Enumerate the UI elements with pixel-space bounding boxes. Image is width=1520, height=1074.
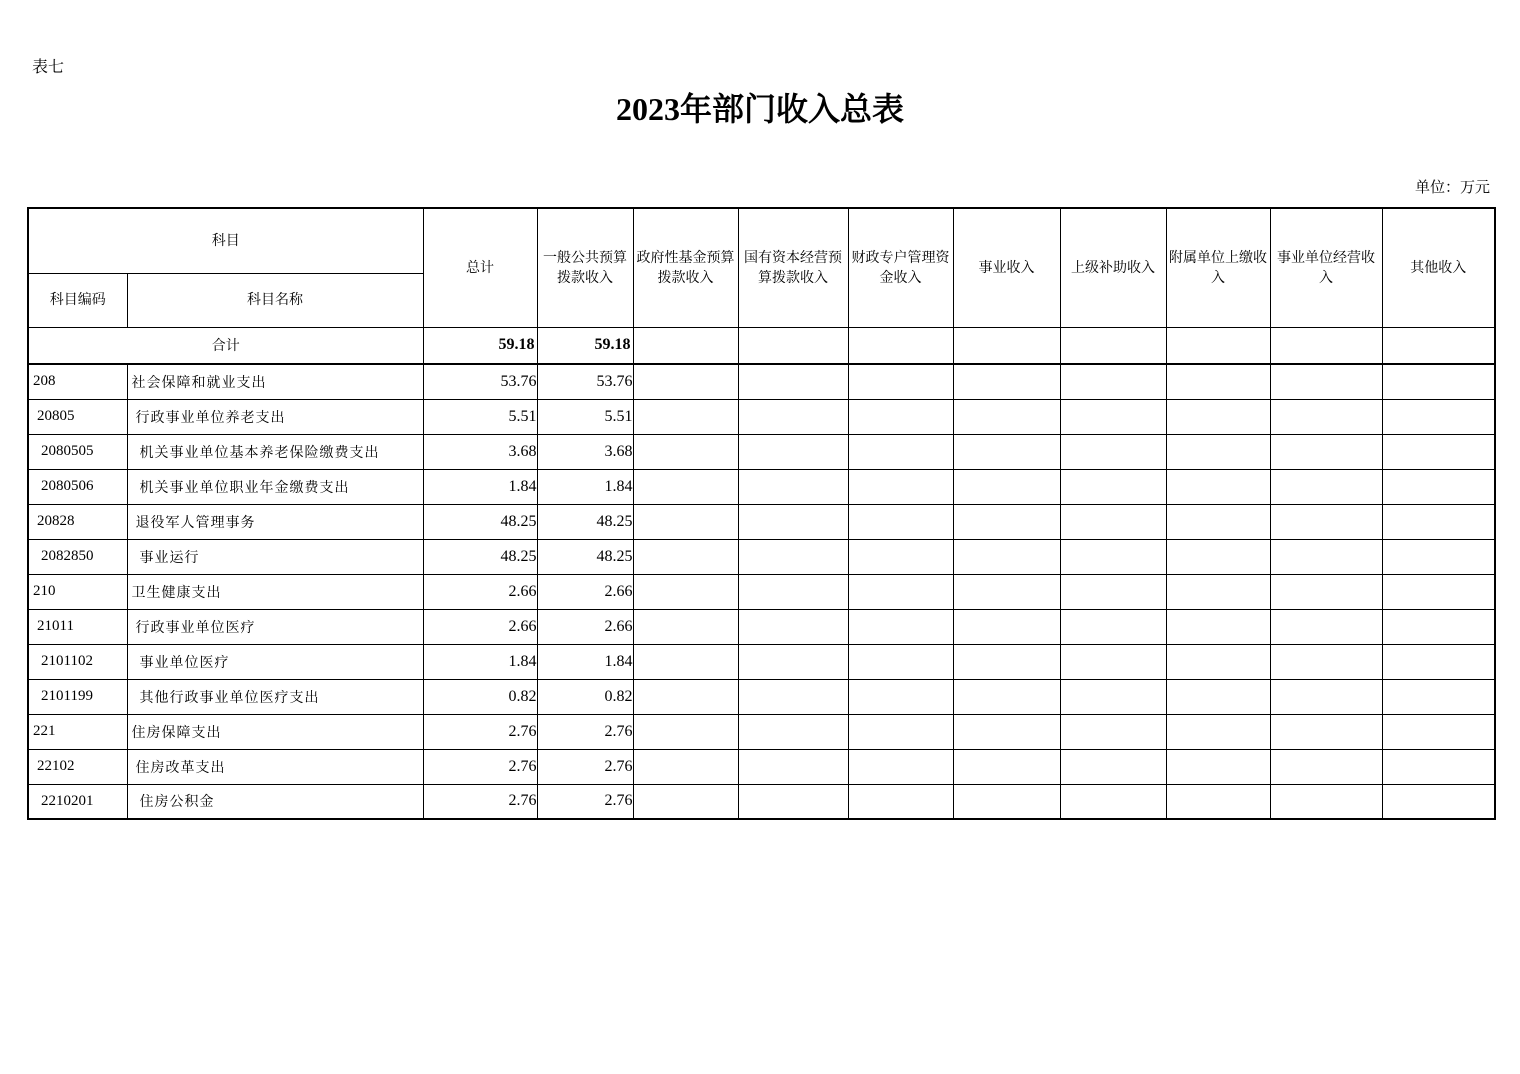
amount-cell: 2.76 [537,749,633,784]
table-row [28,539,1495,574]
amount-cell [738,364,848,399]
amount-cell: 2.76 [423,749,537,784]
amount-cell [953,399,1060,434]
amount-cell: 2.66 [537,609,633,644]
amount-cell [738,539,848,574]
amount-cell [1382,574,1495,609]
amount-cell [953,574,1060,609]
amount-cell [1270,679,1382,714]
amount-cell [633,539,738,574]
amount-cell [738,749,848,784]
total-cell [1060,327,1166,364]
subject-code-cell: 2080506 [28,469,127,504]
subject-code-cell: 20828 [28,504,127,539]
amount-cell [1166,644,1270,679]
amount-cell [633,714,738,749]
amount-cell [1382,609,1495,644]
amount-cell [1166,784,1270,819]
amount-cell [1270,364,1382,399]
amount-cell [633,434,738,469]
amount-cell [1060,784,1166,819]
amount-cell [848,644,953,679]
subject-group-header: 科目 [28,208,423,273]
amount-cell [1270,434,1382,469]
amount-cell [1060,504,1166,539]
amount-cell [1270,504,1382,539]
amount-cell [1060,609,1166,644]
amount-cell [953,749,1060,784]
subject-code-cell: 2101102 [28,644,127,679]
amount-cell [1166,399,1270,434]
amount-cell [1382,364,1495,399]
amount-cell [1382,679,1495,714]
subject-name-cell: 退役军人管理事务 [127,504,423,539]
amount-cell [848,574,953,609]
subject-name-cell: 住房保障支出 [127,714,423,749]
column-header: 财政专户管理资金收入 [848,208,953,327]
amount-cell [1166,504,1270,539]
subject-code-cell: 2080505 [28,434,127,469]
amount-cell [1382,714,1495,749]
amount-cell [1382,784,1495,819]
column-header: 国有资本经营预算拨款收入 [738,208,848,327]
amount-cell [848,749,953,784]
amount-cell: 53.76 [537,364,633,399]
column-header: 一般公共预算拨款收入 [537,208,633,327]
amount-cell [1270,469,1382,504]
table-row [28,434,1495,469]
column-header: 总计 [423,208,537,327]
subject-code-cell: 2082850 [28,539,127,574]
amount-cell [1060,399,1166,434]
amount-cell: 0.82 [423,679,537,714]
amount-cell [1166,574,1270,609]
subject-name-cell: 事业单位医疗 [127,644,423,679]
amount-cell [953,644,1060,679]
subject-name-cell: 机关事业单位基本养老保险缴费支出 [127,434,423,469]
amount-cell [1382,504,1495,539]
amount-cell: 1.84 [537,644,633,679]
subject-name-cell: 其他行政事业单位医疗支出 [127,679,423,714]
amount-cell: 3.68 [537,434,633,469]
table-row [28,364,1495,399]
amount-cell [1166,539,1270,574]
amount-cell [848,679,953,714]
amount-cell [953,434,1060,469]
amount-cell [738,434,848,469]
amount-cell: 2.66 [423,574,537,609]
table-row [28,574,1495,609]
amount-cell [1060,679,1166,714]
subject-code-cell: 208 [28,364,127,399]
amount-cell [1166,434,1270,469]
amount-cell [848,469,953,504]
total-cell [1270,327,1382,364]
subject-name-cell: 事业运行 [127,539,423,574]
amount-cell: 1.84 [537,469,633,504]
amount-cell [848,784,953,819]
table-row [28,784,1495,819]
amount-cell [1382,399,1495,434]
unit-label: 单位：万元 [1414,178,1490,196]
amount-cell: 2.76 [537,784,633,819]
subject-name-cell: 住房改革支出 [127,749,423,784]
amount-cell [953,469,1060,504]
column-header: 附属单位上缴收入 [1166,208,1270,327]
table-row [28,469,1495,504]
amount-cell [1382,469,1495,504]
total-row [28,327,1495,364]
amount-cell [1166,749,1270,784]
table-number-label: 表七 [32,57,65,76]
amount-cell [1060,714,1166,749]
amount-cell: 3.68 [423,434,537,469]
amount-cell: 2.76 [423,784,537,819]
amount-cell [1270,609,1382,644]
amount-cell: 1.84 [423,469,537,504]
subject-code-cell: 210 [28,574,127,609]
amount-cell [1270,644,1382,679]
amount-cell: 5.51 [537,399,633,434]
table-row [28,749,1495,784]
amount-cell [1060,469,1166,504]
amount-cell [1166,714,1270,749]
amount-cell [848,539,953,574]
amount-cell: 48.25 [537,539,633,574]
amount-cell [738,714,848,749]
table-row [28,644,1495,679]
amount-cell [848,364,953,399]
total-label: 合计 [28,327,423,364]
subject-name-cell: 行政事业单位医疗 [127,609,423,644]
subject-name-cell: 机关事业单位职业年金缴费支出 [127,469,423,504]
amount-cell [1166,609,1270,644]
amount-cell [633,784,738,819]
column-header: 事业单位经营收入 [1270,208,1382,327]
table-row [28,609,1495,644]
amount-cell [1060,364,1166,399]
amount-cell [953,714,1060,749]
amount-cell [1166,679,1270,714]
column-header: 事业收入 [953,208,1060,327]
amount-cell [953,504,1060,539]
amount-cell [1060,539,1166,574]
total-cell: 59.18 [537,327,633,364]
amount-cell [1382,539,1495,574]
total-cell [848,327,953,364]
subject-name-cell: 行政事业单位养老支出 [127,399,423,434]
subject-code-cell: 21011 [28,609,127,644]
amount-cell [633,364,738,399]
amount-cell: 2.66 [423,609,537,644]
column-header: 上级补助收入 [1060,208,1166,327]
amount-cell [738,784,848,819]
amount-cell [1060,749,1166,784]
amount-cell [1166,364,1270,399]
amount-cell [738,574,848,609]
total-cell [738,327,848,364]
amount-cell: 0.82 [537,679,633,714]
subject-code-cell: 2210201 [28,784,127,819]
amount-cell [633,399,738,434]
amount-cell [738,399,848,434]
amount-cell [738,679,848,714]
income-table [27,207,1496,820]
amount-cell [738,504,848,539]
amount-cell: 2.76 [423,714,537,749]
amount-cell [1270,749,1382,784]
amount-cell [848,504,953,539]
amount-cell [848,434,953,469]
subject-name-cell: 卫生健康支出 [127,574,423,609]
amount-cell [1166,469,1270,504]
code-column-header: 科目编码 [28,273,127,327]
amount-cell: 5.51 [423,399,537,434]
amount-cell [738,469,848,504]
amount-cell [1382,749,1495,784]
subject-code-cell: 2101199 [28,679,127,714]
amount-cell [1270,784,1382,819]
page-title: 2023年部门收入总表 [615,91,904,127]
total-cell [633,327,738,364]
amount-cell: 53.76 [423,364,537,399]
amount-cell: 48.25 [537,504,633,539]
subject-code-cell: 221 [28,714,127,749]
amount-cell [738,609,848,644]
subject-code-cell: 22102 [28,749,127,784]
amount-cell [633,679,738,714]
amount-cell [1060,434,1166,469]
amount-cell [1270,714,1382,749]
total-cell [1382,327,1495,364]
amount-cell [738,644,848,679]
subject-name-cell: 住房公积金 [127,784,423,819]
total-cell [1166,327,1270,364]
amount-cell [1270,574,1382,609]
table-row [28,679,1495,714]
amount-cell [633,504,738,539]
amount-cell [633,749,738,784]
amount-cell: 2.76 [537,714,633,749]
amount-cell [848,399,953,434]
name-column-header: 科目名称 [127,273,423,327]
amount-cell [1060,574,1166,609]
total-cell [953,327,1060,364]
amount-cell [1382,434,1495,469]
subject-name-cell: 社会保障和就业支出 [127,364,423,399]
column-header: 政府性基金预算拨款收入 [633,208,738,327]
amount-cell [953,364,1060,399]
table-row [28,714,1495,749]
amount-cell [953,539,1060,574]
amount-cell [848,609,953,644]
subject-code-cell: 20805 [28,399,127,434]
amount-cell: 2.66 [537,574,633,609]
amount-cell: 48.25 [423,539,537,574]
amount-cell: 1.84 [423,644,537,679]
table-row [28,399,1495,434]
amount-cell [633,574,738,609]
amount-cell [1270,539,1382,574]
total-cell: 59.18 [423,327,537,364]
amount-cell [953,679,1060,714]
amount-cell [953,609,1060,644]
amount-cell [633,644,738,679]
amount-cell [953,784,1060,819]
amount-cell [633,609,738,644]
amount-cell [633,469,738,504]
amount-cell [848,714,953,749]
amount-cell [1060,644,1166,679]
amount-cell [1382,644,1495,679]
amount-cell [1270,399,1382,434]
column-header: 其他收入 [1382,208,1495,327]
amount-cell: 48.25 [423,504,537,539]
table-row [28,504,1495,539]
